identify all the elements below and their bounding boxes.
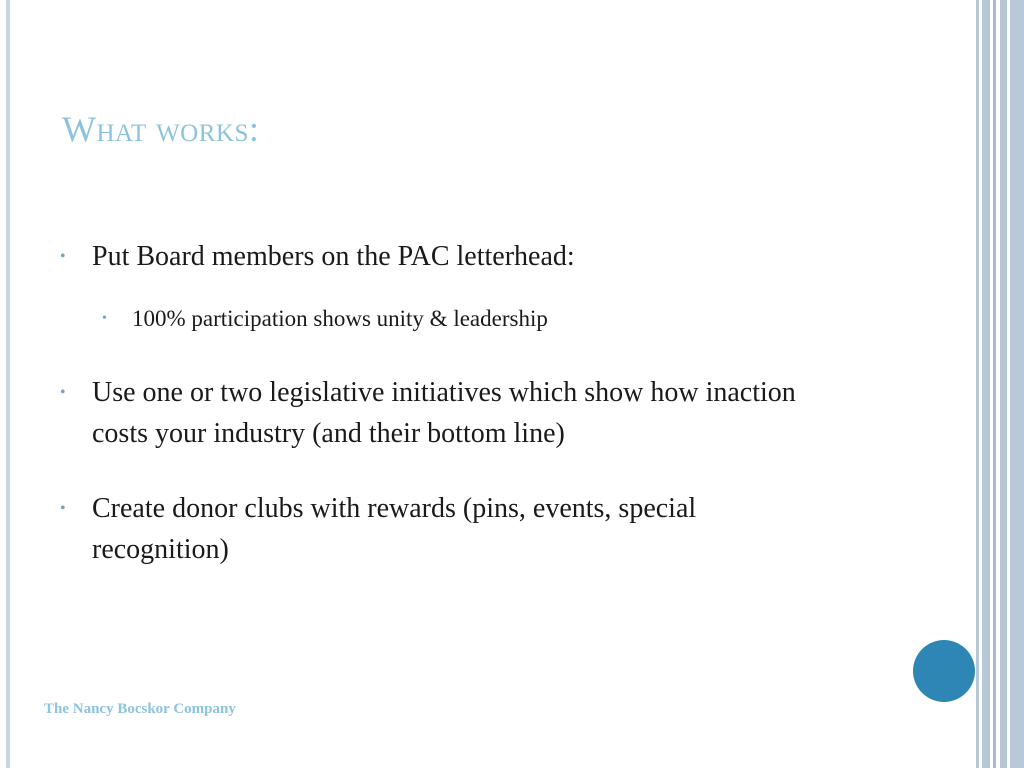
bullet-icon: •	[102, 311, 107, 326]
stripe	[993, 0, 996, 768]
stripe	[976, 0, 979, 768]
bullet-item	[58, 372, 818, 454]
accent-circle	[913, 640, 975, 702]
bullet-icon: •	[60, 500, 66, 517]
bullet-item	[58, 236, 818, 277]
sub-bullet-item	[98, 302, 818, 336]
left-border	[6, 0, 10, 768]
bullet-list	[58, 236, 818, 570]
slide-title: What works:	[62, 109, 260, 149]
stripe	[1010, 0, 1024, 768]
bullet-text: Put Board members on the PAC letterhead:	[92, 241, 575, 272]
bullet-icon: •	[60, 384, 66, 401]
stripe	[982, 0, 990, 768]
stripe	[1000, 0, 1007, 768]
sub-bullet-text: 100% participation shows unity & leadership	[132, 306, 548, 331]
right-decorative-stripes	[976, 0, 1024, 768]
bullet-item	[58, 488, 818, 570]
bullet-text: Use one or two legislative initiatives which show how inaction costs your industry (and their bottom line)	[92, 377, 796, 449]
bullet-text: Create donor clubs with rewards (pins, events, special recognition)	[92, 493, 697, 565]
footer-company-name: The Nancy Bocskor Company	[44, 701, 236, 717]
bullet-icon: •	[60, 248, 66, 265]
